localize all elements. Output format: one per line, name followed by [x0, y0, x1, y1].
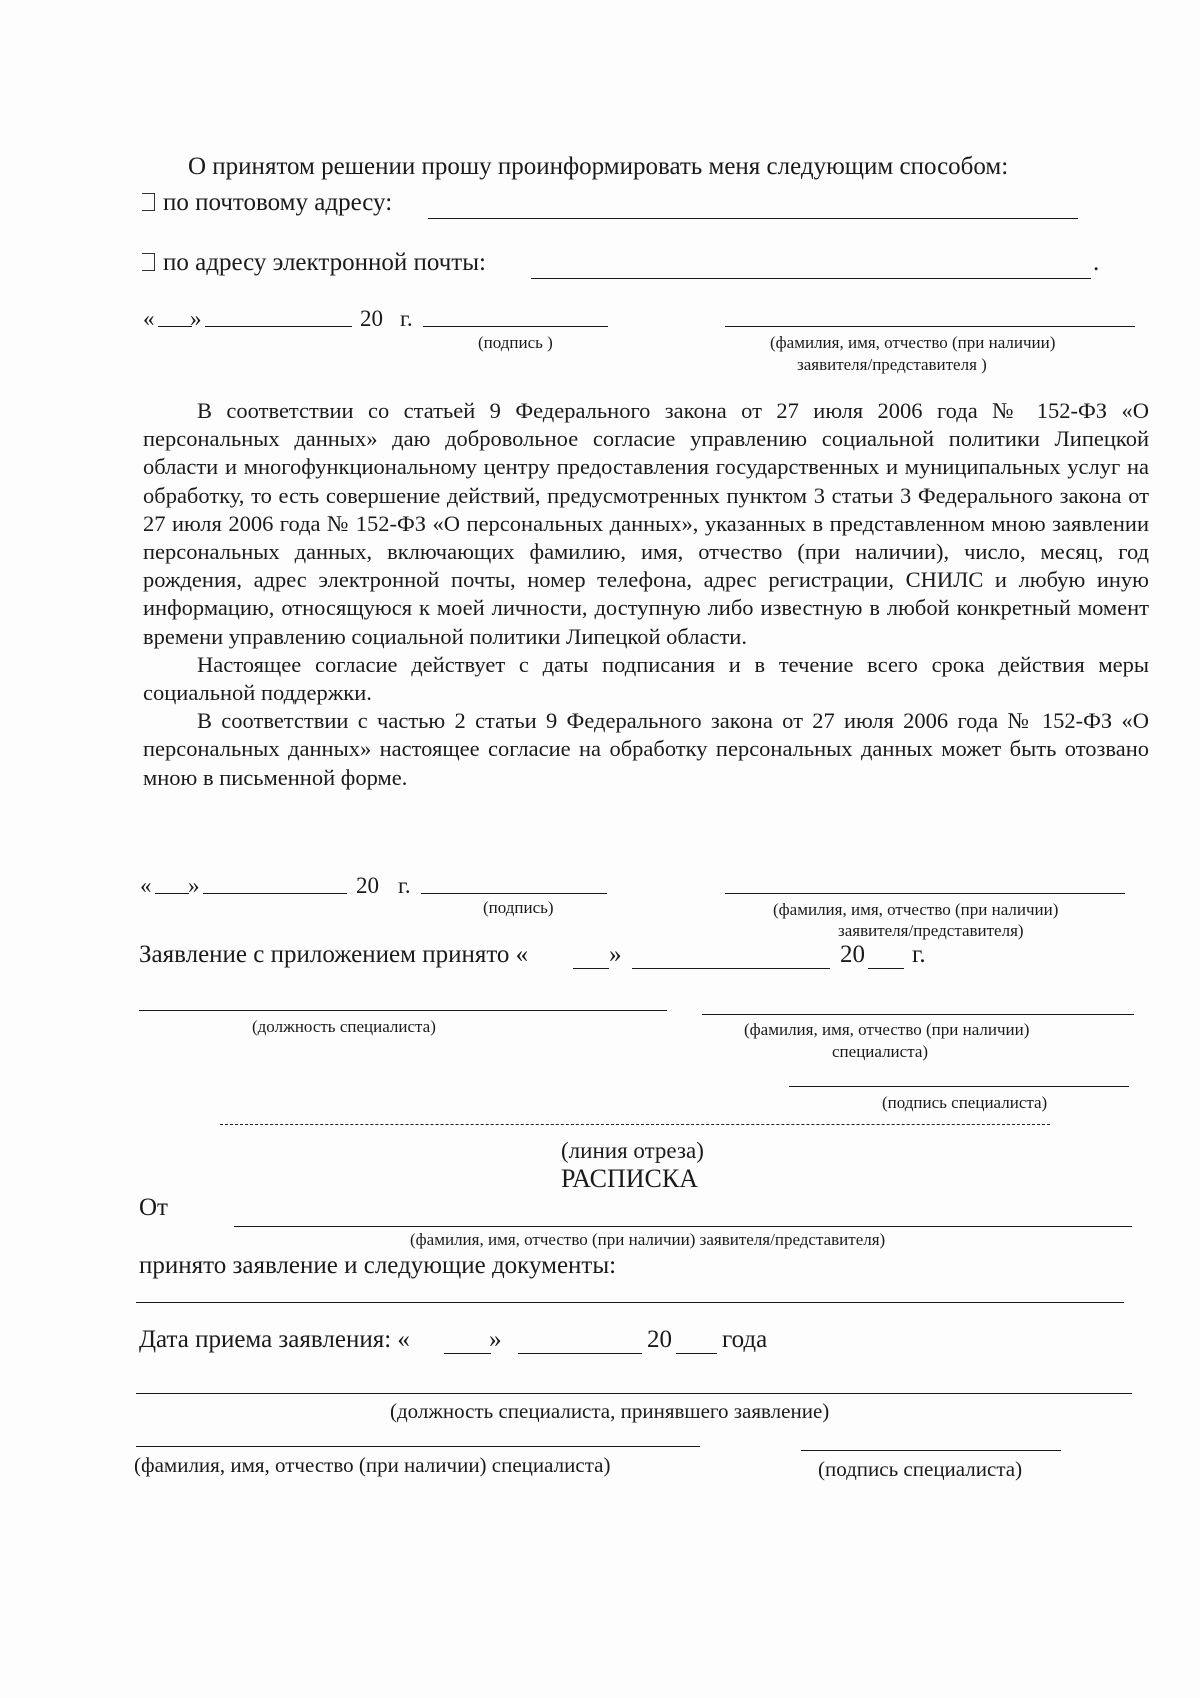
receipt-from-label: От [139, 1194, 168, 1221]
sign1-signature-field[interactable] [423, 326, 608, 327]
cut-line-caption: (линия отреза) [561, 1138, 704, 1163]
receipt-docs-field[interactable] [136, 1302, 1124, 1303]
receipt-signature-caption: (подпись специалиста) [818, 1457, 1023, 1481]
accepted-signature-caption: (подпись специалиста) [882, 1093, 1048, 1112]
sign1-month-field[interactable] [205, 326, 352, 327]
consent-text [143, 397, 1149, 792]
sign2-quote-close: » [188, 873, 200, 898]
sign1-name-caption-2: заявителя/представителя ) [797, 355, 987, 374]
sign1-name-caption-1: (фамилия, имя, отчество (при наличии) [770, 333, 1056, 352]
accepted-position-caption: (должность специалиста) [252, 1017, 436, 1036]
accepted-day-field[interactable] [573, 968, 609, 969]
sign2-name-field[interactable] [725, 893, 1125, 894]
inform-intro: О принятом решении прошу проинформировать меня следующим способом: [188, 153, 1009, 180]
receipt-year-field[interactable] [676, 1353, 717, 1354]
accepted-label: Заявление с приложением принято « [139, 941, 529, 968]
receipt-title: РАСПИСКА [561, 1164, 698, 1193]
accepted-position-field[interactable] [139, 1010, 667, 1011]
receipt-date-quote-close: » [489, 1326, 502, 1353]
accepted-signature-field[interactable] [789, 1086, 1129, 1087]
sign1-year: 20 [360, 306, 383, 331]
cut-dashed-line [220, 1124, 1050, 1125]
receipt-signature-field[interactable] [801, 1450, 1061, 1451]
email-period: . [1093, 249, 1100, 276]
accepted-name-caption-2: специалиста) [832, 1042, 929, 1061]
email-label: по адресу электронной почты: [163, 249, 486, 276]
accepted-month-field[interactable] [632, 968, 830, 969]
consent-paragraph-2: Настоящее согласие действует с даты подписания и в течение всего срока действия меры социальной поддержки. [143, 651, 1149, 706]
receipt-year: 20 [647, 1326, 672, 1353]
postal-option[interactable] [142, 188, 392, 218]
receipt-name-field[interactable] [136, 1446, 700, 1447]
accepted-year-suffix: г. [912, 941, 926, 968]
sign1-name-field[interactable] [725, 326, 1135, 327]
sign2-year-suffix: г. [398, 873, 411, 898]
accepted-name-field[interactable] [702, 1014, 1134, 1015]
receipt-position-caption: (должность специалиста, принявшего заявление) [390, 1399, 830, 1423]
email-checkbox[interactable] [142, 253, 155, 271]
receipt-month-field[interactable] [518, 1353, 642, 1354]
sign2-day-field[interactable] [155, 893, 189, 894]
accepted-year-field[interactable] [868, 968, 904, 969]
sign2-signature-caption: (подпись) [483, 898, 554, 917]
sign2-month-field[interactable] [203, 893, 347, 894]
email-option[interactable] [142, 248, 486, 278]
sign2-name-caption-2: заявителя/представителя) [838, 921, 1024, 940]
sign1-quote-open: « [143, 306, 155, 331]
email-address-field[interactable] [531, 278, 1091, 279]
receipt-name-caption: (фамилия, имя, отчество (при наличии) специалиста) [134, 1453, 611, 1477]
receipt-from-caption: (фамилия, имя, отчество (при наличии) заявителя/представителя) [410, 1230, 886, 1249]
consent-paragraph-1: В соответствии со статьей 9 Федерального закона от 27 июля 2006 года № 152-ФЗ «О персональных данных» даю добровольное согласие управлению социальной политики Липецкой области и многофункциональному центру предоставления государственных и муниципальных услуг на обработку, то есть совершение действий, предусмотренных пунктом 3 статьи 3 Федерального закона от 27 июля 2006 года № 152-ФЗ «О персональных данных», указанных в представленном мною заявлении персональных данных, включающих фамилию, имя, отчество (при наличии), число, месяц, год рождения, адрес электронной почты, номер телефона, адрес регистрации, СНИЛС и любую иную информацию, относящуюся к моей личности, доступную либо известную в любой конкретный момент времени управлению социальной политики Липецкой области. [143, 398, 1149, 649]
receipt-year-suffix: года [722, 1326, 768, 1353]
accepted-year: 20 [840, 941, 865, 968]
sign1-quote-close: » [190, 306, 202, 331]
sign1-day-field[interactable] [158, 326, 192, 327]
postal-label: по почтовому адресу: [163, 189, 393, 216]
accepted-name-caption-1: (фамилия, имя, отчество (при наличии) [744, 1020, 1030, 1039]
sign1-year-suffix: г. [400, 306, 413, 331]
sign2-year: 20 [356, 873, 379, 898]
postal-checkbox[interactable] [142, 193, 155, 211]
postal-address-field[interactable] [428, 218, 1078, 219]
sign2-name-caption-1: (фамилия, имя, отчество (при наличии) [773, 900, 1059, 919]
receipt-date-label: Дата приема заявления: « [139, 1326, 410, 1353]
receipt-position-field[interactable] [136, 1393, 1132, 1394]
sign2-signature-field[interactable] [421, 893, 607, 894]
receipt-from-field[interactable] [234, 1226, 1132, 1227]
receipt-docs-label: принято заявление и следующие документы: [139, 1252, 617, 1279]
accepted-quote-close: » [609, 941, 622, 968]
sign2-quote-open: « [140, 873, 152, 898]
sign1-signature-caption: (подпись ) [478, 333, 553, 352]
consent-paragraph-3: В соответствии с частью 2 статьи 9 Федерального закона от 27 июля 2006 года № 152-ФЗ «О персональных данных» настоящее согласие на обработку персональных данных может быть отозвано мною в письменной форме. [143, 708, 1149, 790]
receipt-day-field[interactable] [444, 1353, 491, 1354]
